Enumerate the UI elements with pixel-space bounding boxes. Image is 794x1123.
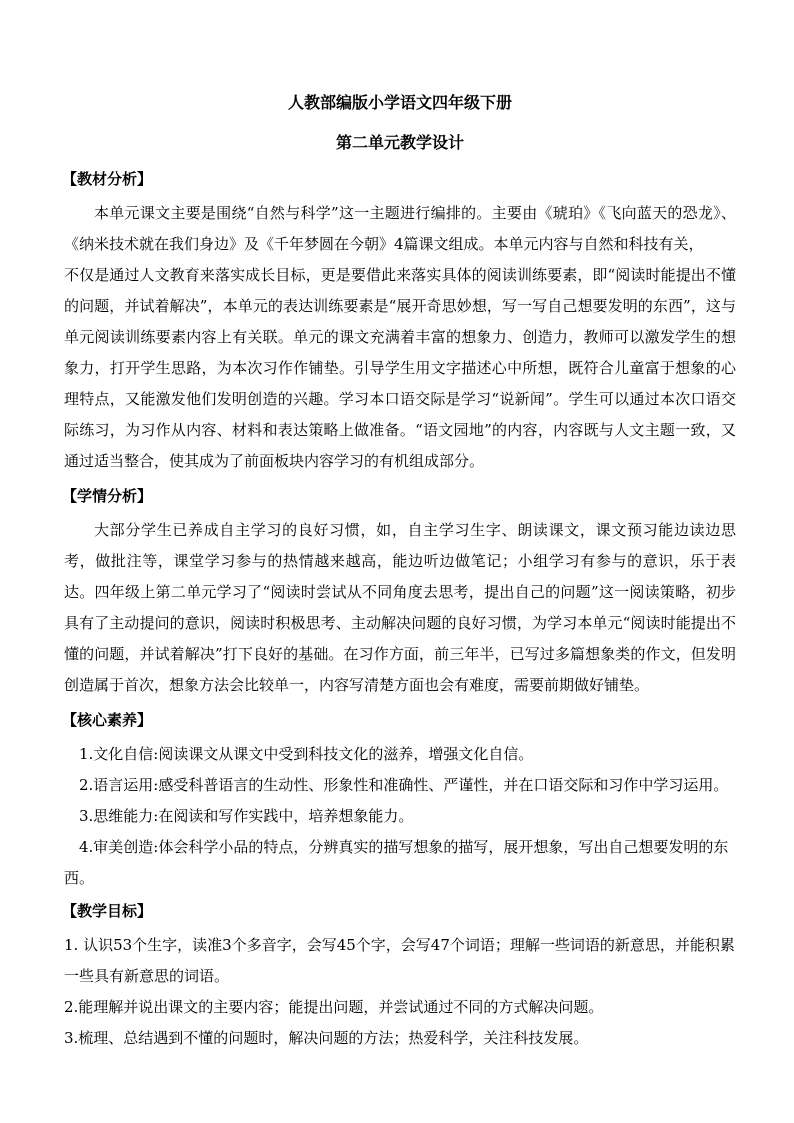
document-page bbox=[64, 92, 736, 1054]
list-item: 2.语言运用:感受科普语言的生动性、形象性和准确性、严谨性，并在口语交际和习作中学习运用。 bbox=[79, 776, 729, 794]
document-title: 人教部编版小学语文四年级下册 bbox=[287, 93, 512, 112]
section-teaching-goals bbox=[64, 900, 736, 1054]
paragraph: 大部分学生已养成自主学习的良好习惯，如，自主学习生字、朗读课文，课文预习能边读边思考，做批注等，课堂学习参与的热情越来越高，能边听边做笔记；小组学习有参与的意识，乐于表达。四年级上第二单元学习了“阅读时尝试从不同角度去思考，提出自己的问题”这一阅读策略，初步具有了主动提问的意识，阅读时积极思考、主动解决问题的良好习惯，为学习本单元“阅读时能提出不懂的问题，并试着解决”打下良好的基础。在习作方面，前三年半，已写过多篇想象类的作文，但发明创造属于首次，想象方法会比较单一，内容写清楚方面也会有难度，需要前期做好铺垫。 bbox=[64, 521, 736, 694]
section-heading: 【学情分析】 bbox=[62, 487, 153, 505]
section-material-analysis bbox=[64, 168, 736, 477]
section-heading: 【核心素养】 bbox=[62, 711, 153, 729]
list-item: 1. 认识53个生字，读准3个多音字，会写45个字，会写47个词语；理解一些词语的新意思，并能积累一些具有新意思的词语。 bbox=[64, 936, 735, 985]
list-item: 3.思维能力:在阅读和写作实践中，培养想象能力。 bbox=[79, 807, 414, 825]
section-student-analysis bbox=[64, 485, 736, 701]
list-item: 4.审美创造:体会科学小品的特点，分辨真实的描写想象的描写，展开想象，写出自己想要发明的东西。 bbox=[64, 838, 729, 887]
section-core-literacy bbox=[64, 709, 736, 894]
paragraph: 不仅是通过人文教育来落实成长目标，更是要借此来落实具体的阅读训练要素，即“阅读时能提出不懂的问题，并试着解决”，本单元的表达训练要素是“展开奇思妙想，写一写自己想要发明的东西”，这与单元阅读训练要素内容上有关联。单元的课文充满着丰富的想象力、创造力，教师可以激发学生的想象力，打开学生思路，为本次习作作铺垫。引导学生用文字描述心中所想，既符合儿童富于想象的心理特点，又能激发他们发明创造的兴趣。学习本口语交际是学习“说新闻”。学生可以通过本次口语交际练习，为习作从内容、材料和表达策略上做准备。“语文园地”的内容，内容既与人文主题一致，又通过适当整合，使其成为了前面板块内容学习的有机组成部分。 bbox=[64, 266, 736, 470]
paragraph: 本单元课文主要是围绕“自然与科学”这一主题进行编排的。主要由《琥珀》《飞向蓝天的恐龙》、《纳米技术就在我们身边》及《千年梦圆在今朝》4篇课文组成。本单元内容与自然和科技有关， bbox=[64, 204, 736, 253]
document-subtitle: 第二单元教学设计 bbox=[335, 133, 464, 152]
list-item: 3.梳理、总结遇到不懂的问题时，解决问题的方法；热爱科学，关注科技发展。 bbox=[64, 1029, 589, 1047]
list-item: 1.文化自信:阅读课文从课文中受到科技文化的滋养，增强文化自信。 bbox=[79, 745, 534, 763]
section-heading: 【教学目标】 bbox=[62, 902, 153, 920]
list-item: 2.能理解并说出课文的主要内容；能提出问题，并尝试通过不同的方式解决问题。 bbox=[64, 998, 604, 1016]
section-heading: 【教材分析】 bbox=[62, 170, 153, 188]
